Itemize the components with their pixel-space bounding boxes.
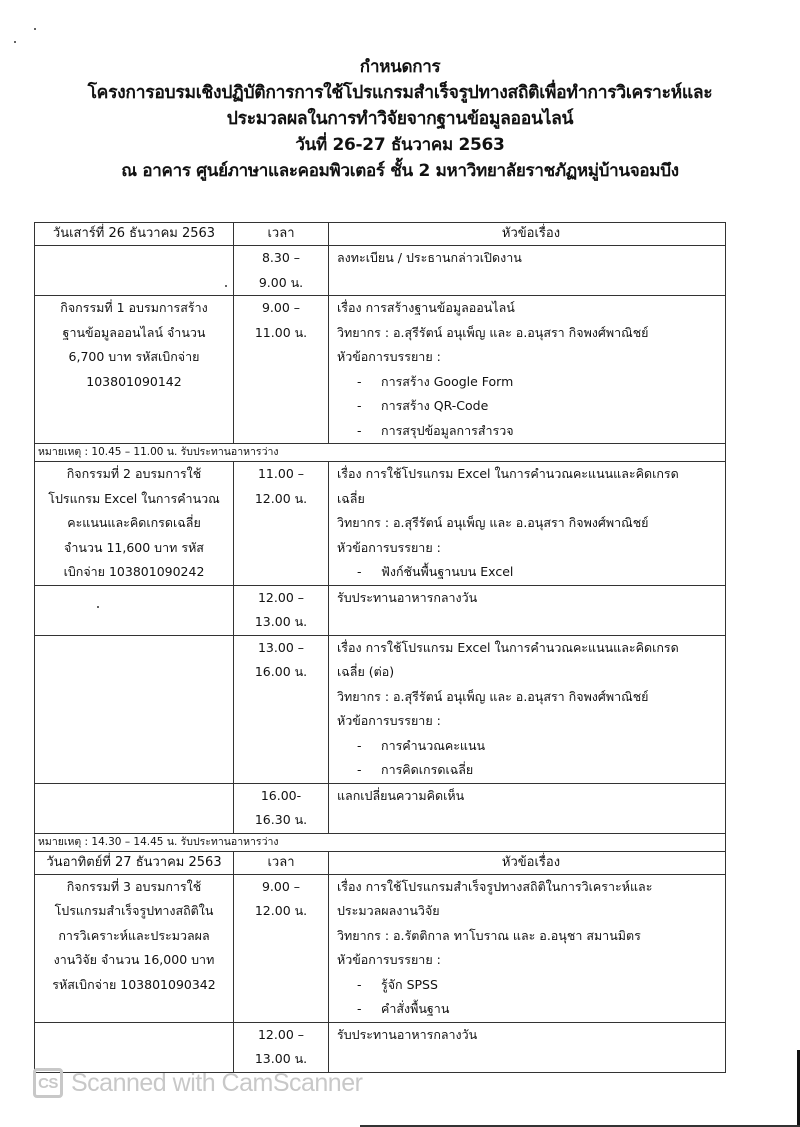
bullet-item — [337, 370, 725, 395]
schedule-row — [35, 635, 726, 783]
bullet-item — [337, 394, 725, 419]
activity-text: งานวิจัย จำนวน 16,000 บาท — [53, 952, 215, 967]
note-text: หมายเหตุ : 10.45 – 11.00 น. รับประทานอาหารว่าง — [35, 444, 726, 462]
note-row — [35, 833, 726, 851]
bullet-item — [337, 997, 725, 1022]
bullet-dash-icon: - — [357, 398, 362, 413]
schedule-table — [34, 222, 726, 1073]
activity-text: คะแนนและคิดเกรดเฉลี่ย — [67, 515, 201, 530]
time-text: 11.00 – — [257, 466, 304, 481]
topic-text: หัวข้อการบรรยาย : — [337, 539, 441, 555]
activity-cell — [35, 585, 234, 635]
bullet-dash-icon: - — [357, 373, 362, 389]
topic-text: เฉลี่ย — [337, 490, 365, 506]
time-text: 12.00 – — [257, 1026, 304, 1042]
schedule-row — [35, 462, 726, 586]
topic-text: วิทยากร : อ.สุรีรัตน์ อนุเพ็ญ และ อ.อนุสรา กิจพงศ์พาณิชย์ — [337, 515, 649, 530]
table-header-row — [35, 851, 726, 874]
activity-text: 6,700 บาท รหัสเบิกจ่าย — [68, 349, 200, 364]
camscanner-watermark — [33, 1063, 362, 1103]
bullet-text: คำสั่งพื้นฐาน — [381, 1001, 450, 1016]
header-date: วันที่ 26-27 ธันวาคม 2563 — [295, 135, 505, 155]
bullet-dash-icon: - — [357, 976, 362, 992]
time-text: 16.30 น. — [254, 812, 308, 827]
scan-speck — [34, 28, 36, 30]
date-column-header: วันเสาร์ที่ 26 ธันวาคม 2563 — [35, 223, 234, 246]
header-project-name-2: ประมวลผลในการทำวิจัยจากฐานข้อมูลออนไลน์ — [226, 109, 574, 129]
time-cell — [234, 462, 329, 586]
topic-text: เรื่อง การใช้โปรแกรม Excel ในการคำนวณคะแนนและคิดเกรด — [337, 639, 679, 655]
activity-cell — [35, 296, 234, 444]
bullet-dash-icon: - — [357, 1001, 362, 1016]
time-cell — [234, 635, 329, 783]
activity-text: โปรแกรม Excel ในการคำนวณ — [48, 490, 220, 506]
bullet-item — [337, 758, 725, 783]
schedule-row — [35, 585, 726, 635]
activity-text: 103801090142 — [86, 373, 182, 389]
time-cell — [234, 296, 329, 444]
activity-cell — [35, 635, 234, 783]
date-column-header: วันอาทิตย์ที่ 27 ธันวาคม 2563 — [35, 851, 234, 874]
topic-text: เรื่อง การใช้โปรแกรมสำเร็จรูปทางสถิติในการวิเคราะห์และ — [337, 878, 653, 894]
bullet-dash-icon: - — [357, 564, 362, 579]
activity-text: ฐานข้อมูลออนไลน์ จำนวน — [62, 324, 206, 340]
schedule-row — [35, 874, 726, 1022]
topic-text: เฉลี่ย (ต่อ) — [337, 664, 395, 679]
topic-text: แลกเปลี่ยนความคิดเห็น — [337, 787, 465, 803]
activity-text: เบิกจ่าย 103801090242 — [63, 564, 205, 579]
activity-text: จำนวน 11,600 บาท รหัส — [64, 539, 204, 555]
activity-cell — [35, 783, 234, 833]
activity-text: โปรแกรมสำเร็จรูปทางสถิติใน — [54, 903, 214, 918]
bullet-text: การสรุปข้อมูลการสำรวจ — [381, 422, 514, 438]
topic-text: ประมวลผลงานวิจัย — [337, 903, 440, 918]
scan-speck — [225, 285, 227, 287]
schedule-row — [35, 783, 726, 833]
time-cell — [234, 783, 329, 833]
topic-text: วิทยากร : อ.รัตติกาล ทาโบราณ และ อ.อนุชา สมานมิตร — [337, 927, 641, 943]
topic-text: เรื่อง การสร้างฐานข้อมูลออนไลน์ — [337, 300, 515, 315]
time-text: 8.30 – — [261, 250, 301, 265]
bullet-item — [337, 973, 725, 998]
time-text: 16.00 น. — [254, 664, 308, 679]
bullet-item — [337, 419, 725, 444]
topic-text: หัวข้อการบรรยาย : — [337, 713, 441, 728]
bullet-dash-icon: - — [357, 422, 362, 438]
topic-column-header: หัวข้อเรื่อง — [329, 223, 726, 246]
topic-text: หัวข้อการบรรยาย : — [337, 952, 441, 967]
bullet-text: การคำนวณคะแนน — [381, 737, 486, 753]
time-text: 13.00 – — [257, 639, 304, 655]
topic-cell — [329, 246, 726, 296]
bullet-text: การคิดเกรดเฉลี่ย — [381, 762, 474, 777]
activity-cell — [35, 874, 234, 1022]
header-title: กำหนดการ — [359, 57, 441, 77]
bullet-text: ฟังก์ชันพื้นฐานบน Excel — [381, 564, 514, 579]
bullet-text: การสร้าง QR-Code — [381, 398, 489, 413]
time-text: 13.00 น. — [254, 614, 308, 629]
scan-speck — [97, 606, 99, 608]
table-header-row — [35, 223, 726, 246]
topic-cell — [329, 585, 726, 635]
time-cell — [234, 585, 329, 635]
schedule-row — [35, 296, 726, 444]
bullet-text: การสร้าง Google Form — [381, 373, 514, 389]
activity-cell — [35, 462, 234, 586]
time-cell — [234, 874, 329, 1022]
time-cell — [234, 246, 329, 296]
topic-text: วิทยากร : อ.สุรีรัตน์ อนุเพ็ญ และ อ.อนุสรา กิจพงศ์พาณิชย์ — [337, 688, 649, 704]
header-project-name-1: โครงการอบรมเชิงปฏิบัติการการใช้โปรแกรมสำเร็จรูปทางสถิติเพื่อทำการวิเคราะห์และ — [87, 83, 713, 103]
camscanner-logo-icon: CS — [33, 1068, 63, 1098]
watermark-text: Scanned with CamScanner — [71, 1068, 363, 1097]
bullet-item — [337, 734, 725, 759]
time-column-header: เวลา — [234, 851, 329, 874]
activity-cell — [35, 246, 234, 296]
time-text: 9.00 – — [261, 878, 301, 894]
time-text: 9.00 น. — [258, 274, 304, 290]
time-text: 13.00 น. — [254, 1051, 308, 1066]
topic-cell — [329, 635, 726, 783]
activity-text: กิจกรรมที่ 2 อบรมการใช้ — [66, 466, 202, 481]
topic-text: เรื่อง การใช้โปรแกรม Excel ในการคำนวณคะแนนและคิดเกรด — [337, 466, 679, 481]
time-text: 11.00 น. — [254, 324, 308, 340]
topic-text: หัวข้อการบรรยาย : — [337, 349, 441, 364]
topic-text: รับประทานอาหารกลางวัน — [337, 589, 478, 605]
topic-text: ลงทะเบียน / ประธานกล่าวเปิดงาน — [337, 250, 522, 265]
note-row — [35, 444, 726, 462]
scan-speck — [14, 41, 16, 43]
bullet-text: รู้จัก SPSS — [381, 976, 438, 992]
note-text: หมายเหตุ : 14.30 – 14.45 น. รับประทานอาหารว่าง — [35, 833, 726, 851]
bullet-item — [337, 560, 725, 585]
topic-cell — [329, 462, 726, 586]
topic-cell — [329, 874, 726, 1022]
time-text: 12.00 น. — [254, 903, 308, 918]
activity-text: การวิเคราะห์และประมวลผล — [58, 927, 210, 943]
bullet-dash-icon: - — [357, 737, 362, 753]
time-text: 12.00 น. — [254, 490, 308, 506]
activity-text: กิจกรรมที่ 3 อบรมการใช้ — [66, 878, 202, 894]
schedule-row — [35, 246, 726, 296]
topic-cell — [329, 783, 726, 833]
header-venue: ณ อาคาร ศูนย์ภาษาและคอมพิวเตอร์ ชั้น 2 มหาวิทยาลัยราชภัฏหมู่บ้านจอมบึง — [121, 161, 679, 181]
topic-text: รับประทานอาหารกลางวัน — [337, 1026, 478, 1042]
time-column-header: เวลา — [234, 223, 329, 246]
topic-cell — [329, 296, 726, 444]
topic-cell — [329, 1022, 726, 1072]
document-header — [0, 54, 800, 184]
bullet-dash-icon: - — [357, 762, 362, 777]
activity-text: กิจกรรมที่ 1 อบรมการสร้าง — [60, 300, 208, 315]
topic-column-header: หัวข้อเรื่อง — [329, 851, 726, 874]
time-text: 9.00 – — [261, 300, 301, 315]
time-text: 16.00- — [260, 787, 302, 803]
topic-text: วิทยากร : อ.สุรีรัตน์ อนุเพ็ญ และ อ.อนุสรา กิจพงศ์พาณิชย์ — [337, 324, 649, 340]
time-text: 12.00 – — [257, 589, 304, 605]
activity-text: รหัสเบิกจ่าย 103801090342 — [52, 976, 216, 992]
